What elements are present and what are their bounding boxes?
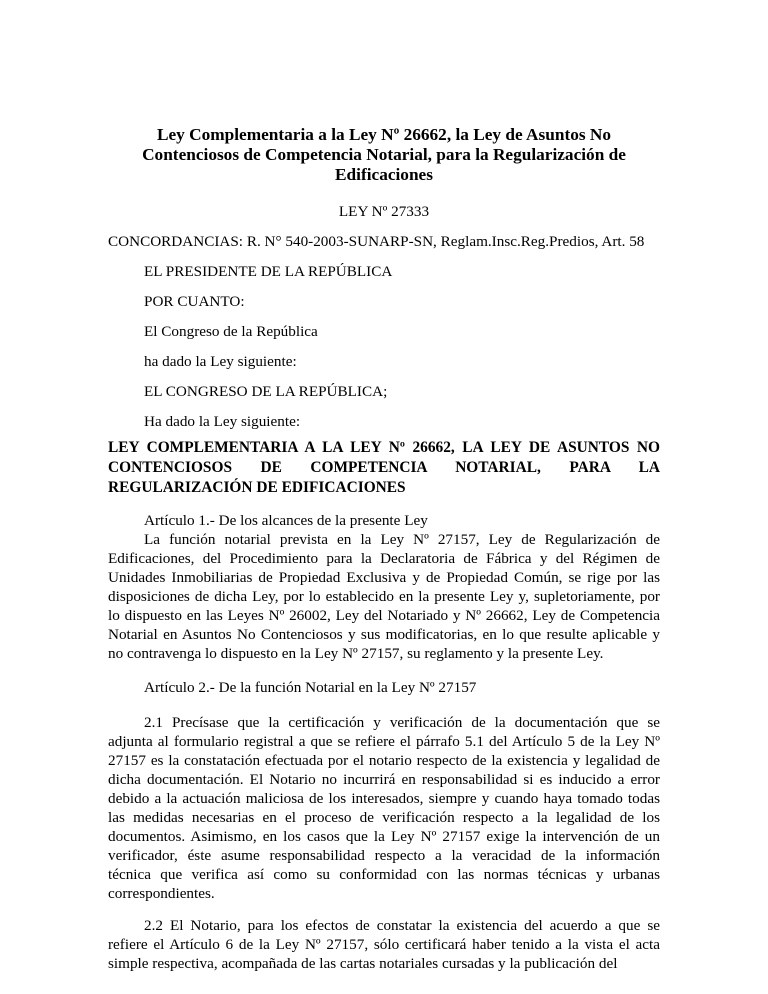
- text-line: La función notarial prevista en la Ley Nº 27157, Ley de Regularización de: [144, 531, 660, 548]
- text-line: 2.1 Precísase que la certificación y verificación de la documentación que se: [144, 714, 660, 731]
- text-line: Edificaciones, del Procedimiento para la Declaratoria de Fábrica y del Régimen de: [108, 550, 660, 567]
- text-line: 2.2 El Notario, para los efectos de constatar la existencia del acuerdo a que se: [144, 917, 660, 934]
- text-line: Contenciosos de Competencia Notarial, para la Regularización de: [142, 145, 626, 164]
- law-number: LEY Nº 27333: [338, 203, 430, 220]
- concordancias: CONCORDANCIAS: R. N° 540-2003-SUNARP-SN, Reglam.Insc.Reg.Predios, Art. 58: [108, 233, 645, 250]
- text-line: disposiciones de dicha Ley, por lo establecido en la presente Ley y, supletoriamente, por: [108, 588, 660, 605]
- article-2-paragraph-2-2: [108, 916, 660, 973]
- text-line: REGULARIZACIÓN DE EDIFICACIONES: [108, 479, 406, 496]
- article-2-paragraph-2-1: [108, 713, 660, 903]
- text-line: adjunta al formulario registral a que se refiere el párrafo 5.1 del Artículo 5 de la Ley Nº: [108, 733, 660, 750]
- text-line: no contravenga lo dispuesto en la Ley Nº 27157, su reglamento y la presente Ley.: [108, 645, 604, 662]
- text-line: Edificaciones: [335, 165, 433, 184]
- preamble-line: EL PRESIDENTE DE LA REPÚBLICA: [144, 263, 393, 280]
- text-line: Notarial en Asuntos No Contenciosos y sus modificatorias, en lo que resulte aplicable y: [108, 626, 660, 643]
- text-line: Unidades Inmobiliarias de Propiedad Exclusiva y de Propiedad Común, se rige por las: [108, 569, 660, 586]
- preamble-line: Ha dado la Ley siguiente:: [144, 413, 301, 430]
- article-1-body: [108, 530, 660, 663]
- text-line: LEY COMPLEMENTARIA A LA LEY Nº 26662, LA LEY DE ASUNTOS NO: [108, 439, 660, 456]
- article-1-title: Artículo 1.- De los alcances de la presente Ley: [144, 512, 428, 529]
- text-line: refiere el Artículo 6 de la Ley Nº 27157, sólo certificará haber tenido a la vista el acta: [108, 936, 660, 953]
- text-line: 27157 es la constatación efectuada por el notario respecto de la existencia y legalidad de: [108, 752, 660, 769]
- text-line: técnica que verifica así como su conformidad con las normas técnicas y urbanas: [108, 866, 660, 883]
- text-line: lo dispuesto en las Leyes Nº 26002, Ley del Notariado y Nº 26662, Ley de Competencia: [108, 607, 660, 624]
- document-title: [108, 125, 660, 185]
- law-heading: [108, 438, 660, 498]
- preamble-line: El Congreso de la República: [144, 323, 318, 340]
- text-line: Ley Complementaria a la Ley Nº 26662, la Ley de Asuntos No: [156, 125, 612, 144]
- text-line: verificador, éste asume responsabilidad respecto a la veracidad de la información: [108, 847, 660, 864]
- article-2-title: Artículo 2.- De la función Notarial en la Ley Nº 27157: [144, 679, 477, 696]
- preamble-line: POR CUANTO:: [144, 293, 245, 310]
- preamble-line: ha dado la Ley siguiente:: [144, 353, 297, 370]
- preamble-line: EL CONGRESO DE LA REPÚBLICA;: [144, 383, 388, 400]
- text-line: correspondientes.: [108, 885, 215, 902]
- text-line: documentos. Asimismo, en los casos que la Ley Nº 27157 exige la intervención de un: [108, 828, 660, 845]
- text-line: simple respectiva, acompañada de las cartas notariales cursadas y la publicación del: [108, 955, 618, 972]
- text-line: dicha documentación. El Notario no incurrirá en responsabilidad si es inducido a error: [108, 771, 660, 788]
- text-line: debido a la actuación maliciosa de los interesados, siempre y cuando haya tomado todas: [108, 790, 660, 807]
- text-line: CONTENCIOSOS DE COMPETENCIA NOTARIAL, PARA LA: [108, 459, 660, 476]
- text-line: las medidas necesarias en el proceso de verificación respecto a la legalidad de los: [108, 809, 660, 826]
